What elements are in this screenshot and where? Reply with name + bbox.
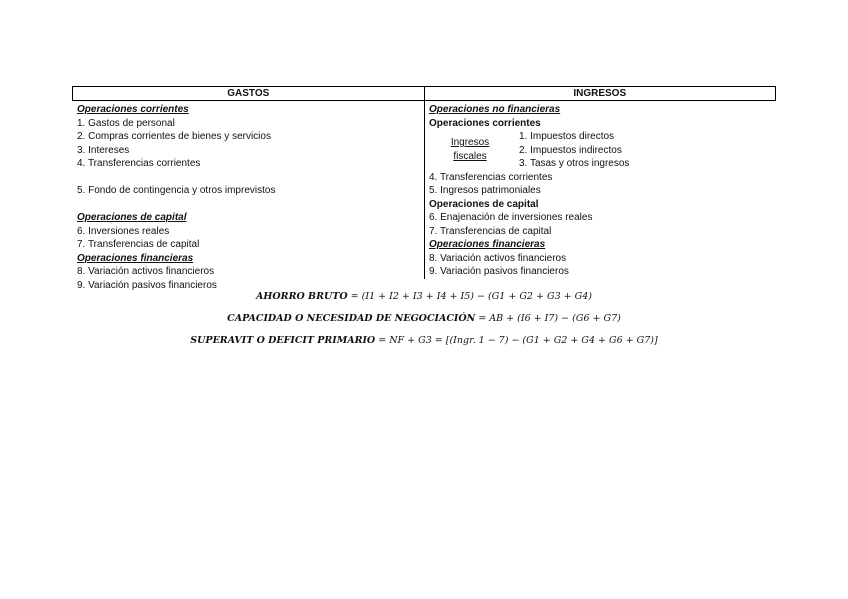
ingresos-op-no-financieras-title: Operaciones no financieras <box>429 104 561 115</box>
gastos-op-corrientes-title: Operaciones corrientes <box>77 104 189 115</box>
ingresos-fiscales-label <box>449 136 491 163</box>
list-item: 9. Variación pasivos financieros <box>77 279 217 291</box>
list-item: 6. Enajenación de inversiones reales <box>429 212 593 223</box>
list-item: 4. Transferencias corrientes <box>77 158 201 169</box>
formula-label: SUPERAVIT O DEFICIT PRIMARIO <box>190 335 376 346</box>
formula-capacidad-necesidad <box>0 313 848 324</box>
formula-ahorro-bruto <box>0 291 848 302</box>
formula-label: CAPACIDAD O NECESIDAD DE NEGOCIACIÓN <box>227 313 476 324</box>
fiscal-label-line-1: Ingresos <box>450 137 490 148</box>
list-item: 2. Impuestos indirectos <box>519 144 622 156</box>
formula-label: AHORRO BRUTO <box>256 291 348 302</box>
list-item: 5. Fondo de contingencia y otros imprevistos <box>77 185 276 196</box>
list-item: 5. Ingresos patrimoniales <box>429 185 541 196</box>
formula-expression: = AB + (I6 + I7) − (G6 + G7) <box>475 313 621 324</box>
header-ingresos: INGRESOS <box>573 88 627 99</box>
list-item: 6. Inversiones reales <box>77 225 170 237</box>
list-item: 8. Variación activos financieros <box>429 252 567 264</box>
list-item: 1. Impuestos directos <box>519 131 615 142</box>
list-item: 2. Compras corrientes de bienes y servicios <box>77 131 271 142</box>
list-item: 3. Tasas y otros ingresos <box>519 158 630 169</box>
list-item: 9. Variación pasivos financieros <box>429 266 569 277</box>
gastos-column <box>77 103 422 292</box>
fiscal-items <box>519 130 629 171</box>
formula-expression: = NF + G3 = [(Ingr. 1 − 7) − (G1 + G2 + G4 + G6 + G7)] <box>375 335 658 346</box>
ingresos-op-financieras-title: Operaciones financieras <box>429 239 546 250</box>
budget-table-header <box>72 86 776 101</box>
list-item: 1. Gastos de personal <box>77 117 175 129</box>
formula-expression: = (I1 + I2 + I3 + I4 + I5) − (G1 + G2 + G3 + G4) <box>347 291 592 302</box>
gastos-op-financieras-title: Operaciones financieras <box>77 252 194 264</box>
ingresos-fiscales-group <box>429 130 774 171</box>
ingresos-op-corrientes-title: Operaciones corrientes <box>429 117 541 129</box>
list-item: 7. Transferencias de capital <box>429 225 552 237</box>
header-gastos: GASTOS <box>73 87 425 100</box>
list-item: 8. Variación activos financieros <box>77 266 215 277</box>
ingresos-op-capital-title: Operaciones de capital <box>429 198 539 210</box>
ingresos-column <box>429 103 774 279</box>
list-item: 4. Transferencias corrientes <box>429 171 553 183</box>
list-item: 3. Intereses <box>77 144 130 156</box>
list-item: 7. Transferencias de capital <box>77 239 200 250</box>
gastos-op-capital-title: Operaciones de capital <box>77 212 187 223</box>
fiscal-label-line-2: fiscales <box>453 150 487 162</box>
formula-superavit-deficit <box>0 335 848 346</box>
